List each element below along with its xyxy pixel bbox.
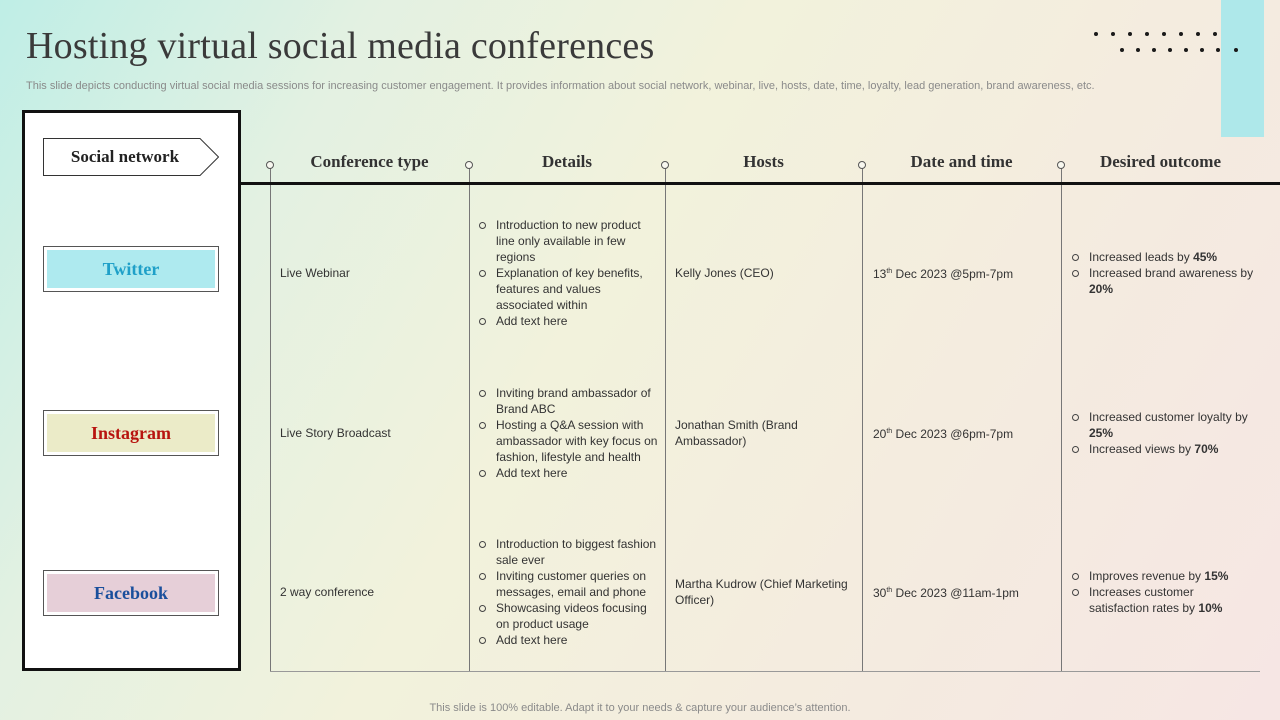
decorative-dot — [1184, 48, 1188, 52]
row3-host: Martha Kudrow (Chief Marketing Officer) — [675, 577, 848, 607]
column-header-date-time: Date and time — [910, 152, 1013, 171]
row3-date — [873, 522, 1059, 662]
date-rest: Dec 2023 @6pm-7pm — [892, 427, 1014, 441]
outcome-text: Increased views by — [1089, 442, 1195, 456]
date-suffix: th — [886, 268, 893, 275]
outcome-item — [1071, 409, 1257, 441]
outcome-item — [1071, 249, 1257, 265]
date-suffix: th — [886, 428, 893, 435]
outcome-item — [1071, 441, 1257, 457]
row1-date — [873, 210, 1059, 336]
decorative-dot — [1094, 32, 1098, 36]
row2-outcomes-list — [1071, 409, 1257, 457]
row3-outcomes-list — [1071, 568, 1257, 616]
date-day: 20 — [873, 427, 887, 441]
decorative-dot — [1128, 32, 1132, 36]
outcome-value: 15% — [1204, 569, 1229, 583]
decorative-dot — [1120, 48, 1124, 52]
row1-conference-type: Live Webinar — [280, 266, 350, 280]
detail-item: Explanation of key benefits, features and values associated within — [478, 265, 658, 313]
decorative-dot — [1168, 48, 1172, 52]
row2-conference-type: Live Story Broadcast — [280, 426, 391, 440]
detail-item: Introduction to biggest fashion sale ever — [478, 536, 658, 568]
date-day: 13 — [873, 267, 887, 281]
detail-item: Introduction to new product line only available in few regions — [478, 217, 658, 265]
column-divider — [862, 165, 863, 672]
social-network-label: Social network — [70, 147, 180, 166]
decorative-dot — [1111, 32, 1115, 36]
decorative-dot — [1234, 48, 1238, 52]
footer-note: This slide is 100% editable. Adapt it to your needs & capture your audience’s attention. — [429, 702, 851, 714]
row1-outcomes — [1071, 210, 1257, 336]
outcome-text: Increased brand awareness by — [1089, 266, 1254, 280]
network-instagram — [43, 410, 219, 456]
decorative-dot — [1145, 32, 1149, 36]
detail-item: Showcasing videos focusing on product usage — [478, 600, 658, 632]
outcome-text: Increased leads by — [1089, 250, 1194, 264]
detail-item: Add text here — [478, 465, 658, 481]
column-divider — [1061, 165, 1062, 672]
detail-item: Add text here — [478, 632, 658, 648]
decorative-dot — [1152, 48, 1156, 52]
outcome-item — [1071, 584, 1257, 616]
network-instagram-label: Instagram — [47, 414, 215, 452]
detail-item: Add text here — [478, 313, 658, 329]
decorative-dot — [1162, 32, 1166, 36]
date-day: 30 — [873, 586, 887, 600]
decorative-dot — [1196, 32, 1200, 36]
outcome-item — [1071, 568, 1257, 584]
decorative-dot — [1213, 32, 1217, 36]
bottom-rule — [270, 671, 1260, 672]
decorative-dot — [1136, 48, 1140, 52]
decorative-dot — [1216, 48, 1220, 52]
row1-details — [478, 210, 658, 336]
row2-host: Jonathan Smith (Brand Ambassador) — [675, 418, 798, 448]
row1-host: Kelly Jones (CEO) — [675, 266, 774, 280]
row3-details — [478, 522, 658, 662]
outcome-value: 25% — [1089, 426, 1114, 440]
outcome-value: 70% — [1194, 442, 1219, 456]
header-rule — [241, 182, 1280, 185]
outcome-item — [1071, 265, 1257, 297]
decorative-teal-bar — [1221, 0, 1264, 137]
outcome-value: 45% — [1193, 250, 1218, 264]
detail-item: Hosting a Q&A session with ambassador with key focus on fashion, lifestyle and health — [478, 417, 658, 465]
column-divider — [665, 165, 666, 672]
page-subtitle: This slide depicts conducting virtual social media sessions for increasing customer engagement. It provides information about social network, webinar, live, hosts, date, time, loyalty, lead generation, brand awareness, etc. — [26, 80, 1095, 92]
column-header-desired-outcome: Desired outcome — [1099, 152, 1222, 171]
decorative-dot — [1179, 32, 1183, 36]
row3-conference-type: 2 way conference — [280, 585, 375, 599]
column-header-details: Details — [541, 152, 593, 171]
decorative-dots — [1094, 30, 1244, 56]
outcome-value: 20% — [1089, 282, 1114, 296]
decorative-dot — [1200, 48, 1204, 52]
column-divider — [270, 165, 271, 672]
network-facebook-label: Facebook — [47, 574, 215, 612]
date-suffix: th — [886, 587, 893, 594]
date-rest: Dec 2023 @11am-1pm — [892, 586, 1019, 600]
row2-details — [478, 370, 658, 496]
row1-details-list — [478, 217, 658, 329]
network-facebook — [43, 570, 219, 616]
outcome-text: Improves revenue by — [1089, 569, 1205, 583]
network-twitter — [43, 246, 219, 292]
detail-item: Inviting brand ambassador of Brand ABC — [478, 385, 658, 417]
outcome-text: Increases customer satisfaction rates by — [1089, 585, 1199, 615]
row2-date — [873, 370, 1059, 496]
column-header-conference-type: Conference type — [310, 152, 429, 171]
network-twitter-label: Twitter — [47, 250, 215, 288]
row1-outcomes-list — [1071, 249, 1257, 297]
row3-details-list — [478, 536, 658, 648]
row2-outcomes — [1071, 370, 1257, 496]
social-network-header — [43, 138, 219, 176]
column-header-hosts: Hosts — [743, 152, 784, 171]
outcome-value: 10% — [1198, 601, 1223, 615]
row3-outcomes — [1071, 522, 1257, 662]
date-rest: Dec 2023 @5pm-7pm — [892, 267, 1014, 281]
outcome-text: Increased customer loyalty by — [1089, 410, 1248, 424]
column-divider — [469, 165, 470, 672]
page-title: Hosting virtual social media conferences — [26, 25, 655, 67]
row2-details-list — [478, 385, 658, 481]
detail-item: Inviting customer queries on messages, email and phone — [478, 568, 658, 600]
